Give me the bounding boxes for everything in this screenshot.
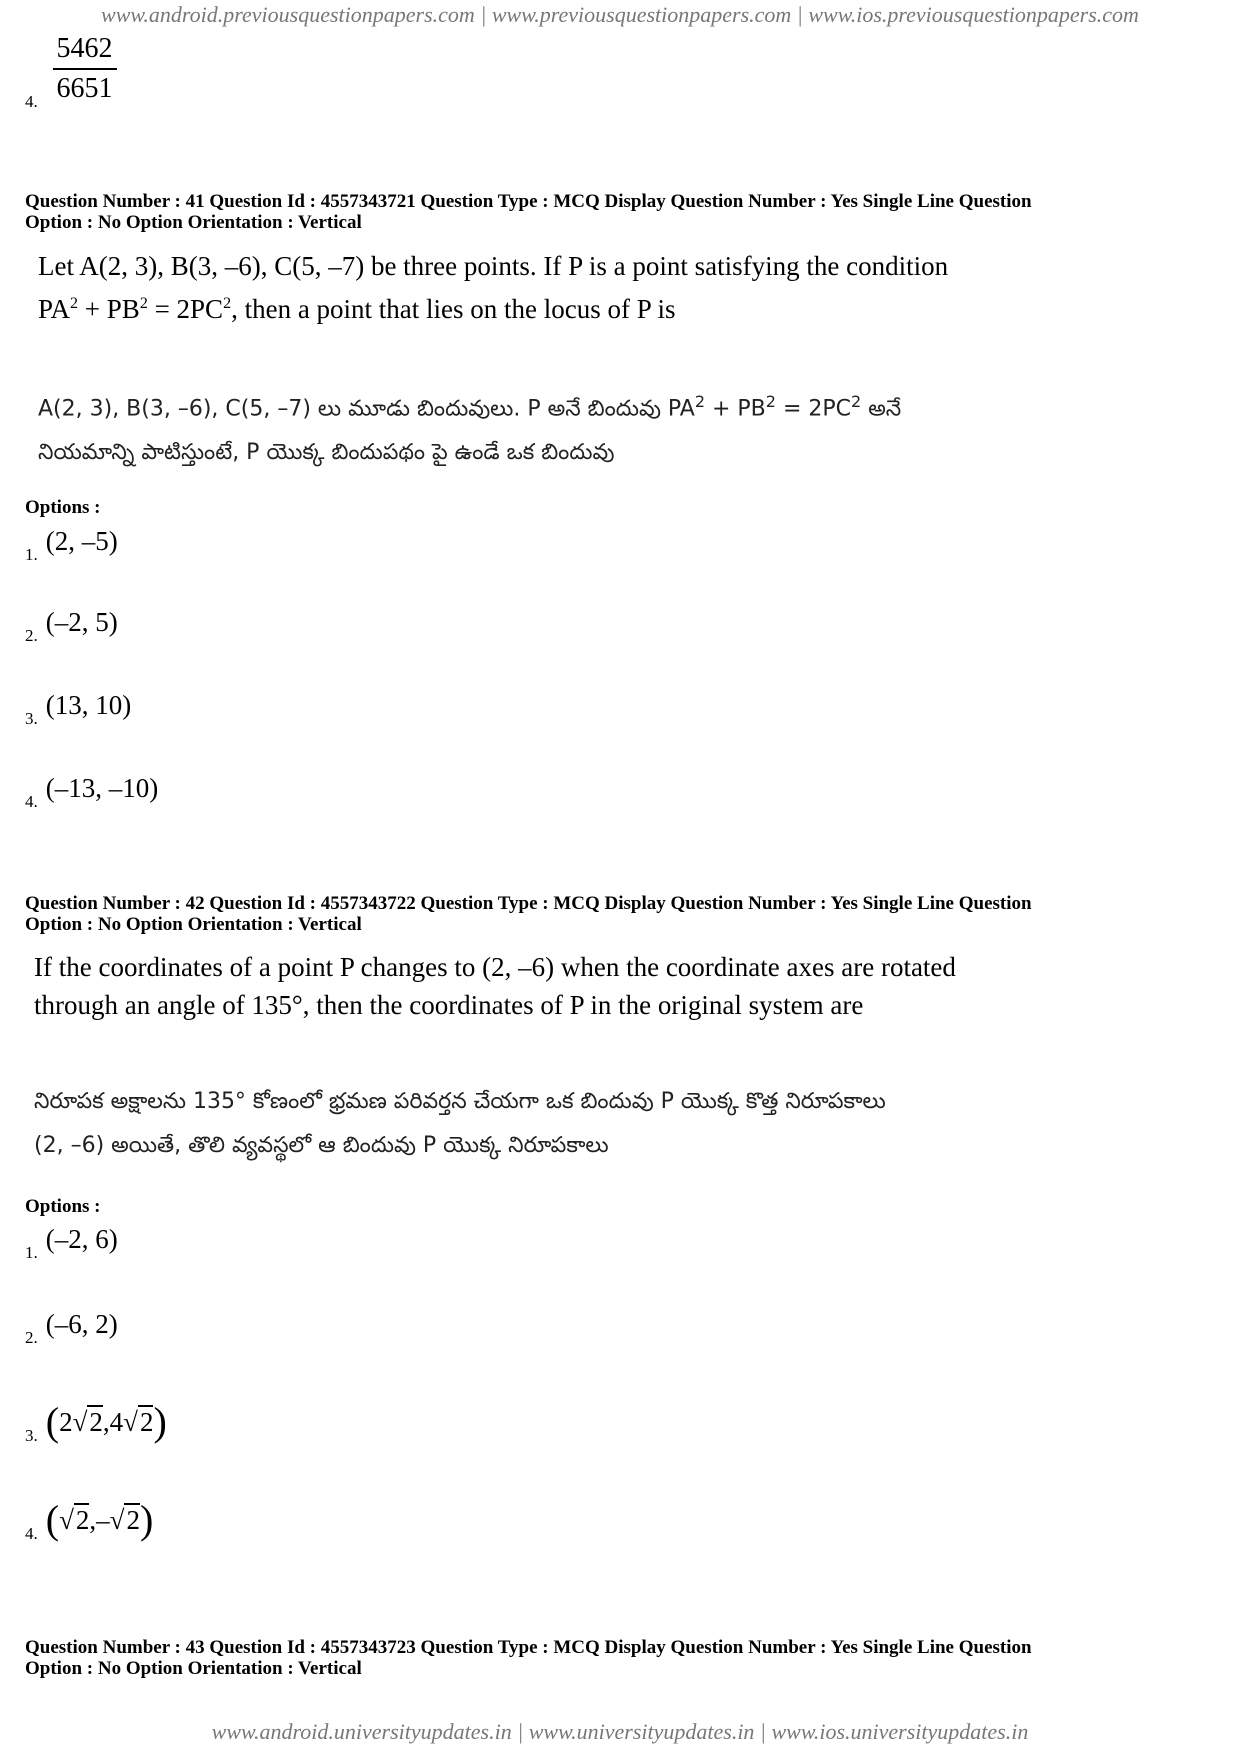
text-segment: + PB (705, 396, 766, 422)
header-watermark: www.android.previousquestionpapers.com | www.previousquestionpapers.com | www.ios.previousquestionpapers.com (101, 2, 1139, 27)
question-42-meta (25, 893, 1215, 935)
text-segment: , then a point that lies on the locus of P is (231, 294, 676, 324)
text-segment: PA (38, 294, 71, 324)
superscript: 2 (139, 295, 148, 312)
options-label: Options : (25, 497, 101, 518)
option-number: 3. (25, 709, 38, 728)
left-paren: ( (45, 1399, 60, 1444)
question-meta-line: Option : No Option Orientation : Vertical (25, 914, 362, 935)
question-text-line: through an angle of 135°, then the coordinates of P in the original system are (34, 990, 864, 1020)
superscript: 2 (223, 295, 232, 312)
question-text-line (38, 285, 1228, 328)
text-segment: A(2, 3), B(3, –6), C(5, –7) లు మూడు బిందువులు. P అనే బిందువు PA (38, 396, 695, 422)
option-number: 1. (25, 545, 38, 564)
option-text: (–2, 5) (45, 607, 118, 637)
coefficient: 2 (59, 1407, 73, 1437)
option-4 (25, 1496, 153, 1544)
option-number: 4. (25, 92, 38, 112)
radicand: 2 (89, 1407, 103, 1437)
footer-watermark: www.android.universityupdates.in | www.universityupdates.in | www.ios.universityupdates.in (211, 1719, 1029, 1744)
question-41-english (38, 247, 1228, 328)
question-meta-line: Question Number : 42 Question Id : 4557343722 Question Type : MCQ Display Question Number : Yes Single Line Question (25, 893, 1032, 914)
superscript: 2 (765, 392, 776, 411)
radicand: 2 (126, 1505, 140, 1535)
sqrt-sign: √ (59, 1505, 74, 1535)
option-text: (–2, 6) (45, 1224, 118, 1254)
question-meta-line: Question Number : 41 Question Id : 4557343721 Question Type : MCQ Display Question Number : Yes Single Line Question (25, 191, 1032, 212)
question-42-telugu (34, 1080, 1224, 1168)
option-3 (25, 1398, 167, 1446)
question-meta-line: Option : No Option Orientation : Vertical (25, 1658, 362, 1679)
separator: ,– (89, 1505, 110, 1535)
question-41-telugu (38, 380, 1228, 475)
sqrt-sign: √ (109, 1505, 125, 1535)
radicand: 2 (139, 1407, 154, 1437)
prev-option-4 (25, 30, 117, 112)
superscript: 2 (694, 392, 705, 411)
right-paren: ) (153, 1399, 167, 1444)
left-paren: ( (45, 1497, 60, 1542)
separator: , (102, 1407, 110, 1437)
question-text-line: Let A(2, 3), B(3, –6), C(5, –7) be three points. If P is a point satisfying the condition (38, 251, 949, 281)
question-meta-line: Question Number : 43 Question Id : 4557343723 Question Type : MCQ Display Question Number : Yes Single Line Question (25, 1637, 1032, 1658)
radicand: 2 (75, 1505, 90, 1535)
option-number: 2. (25, 626, 38, 645)
option-text: (13, 10) (45, 690, 132, 720)
question-text-line: నిరూపక అక్షాలను 135° కోణంలో భ్రమణ పరివర్తన చేయగా ఒక బిందువు P యొక్క కొత్త నిరూపకాలు (34, 1089, 886, 1114)
question-text-line (38, 380, 1228, 431)
question-text-line: నియమాన్ని పాటిస్తుంటే, P యొక్క బిందుపథం పై ఉండే ఒక బిందువు (38, 440, 615, 466)
superscript: 2 (70, 295, 79, 312)
option-text: (2, –5) (45, 526, 118, 556)
question-41-meta (25, 191, 1215, 233)
right-paren: ) (139, 1497, 154, 1542)
option-number: 4. (25, 1524, 38, 1543)
option-text: (–6, 2) (45, 1309, 118, 1339)
question-43-meta (25, 1637, 1215, 1679)
text-segment: = 2PC (775, 396, 852, 422)
superscript: 2 (851, 392, 862, 411)
question-42-english (34, 948, 1224, 1024)
option-2 (25, 607, 118, 646)
option-number: 4. (25, 792, 38, 811)
question-text-line: If the coordinates of a point P changes to (2, –6) when the coordinate axes are rotated (34, 952, 956, 982)
option-3 (25, 690, 131, 729)
coefficient: 4 (109, 1407, 124, 1437)
text-segment: + PB (78, 294, 140, 324)
option-2 (25, 1309, 118, 1348)
question-text-line: (2, –6) అయితే, తొలి వ్యవస్థలో ఆ బిందువు P యొక్క నిరూపకాలు (34, 1133, 609, 1158)
option-1 (25, 1224, 118, 1263)
sqrt-sign: √ (123, 1407, 138, 1437)
text-segment: అనే (861, 396, 902, 422)
option-number: 1. (25, 1243, 38, 1262)
option-number: 2. (25, 1328, 38, 1347)
option-number: 3. (25, 1426, 38, 1445)
option-1 (25, 526, 118, 565)
text-segment: = 2PC (147, 294, 224, 324)
fraction-denominator: 6651 (56, 73, 113, 104)
option-4 (25, 773, 158, 812)
question-meta-line: Option : No Option Orientation : Vertical (25, 212, 362, 233)
fraction (53, 30, 117, 108)
option-text: (–13, –10) (45, 773, 159, 803)
sqrt-sign: √ (72, 1407, 88, 1437)
fraction-numerator: 5462 (53, 30, 117, 70)
options-label: Options : (25, 1196, 101, 1217)
